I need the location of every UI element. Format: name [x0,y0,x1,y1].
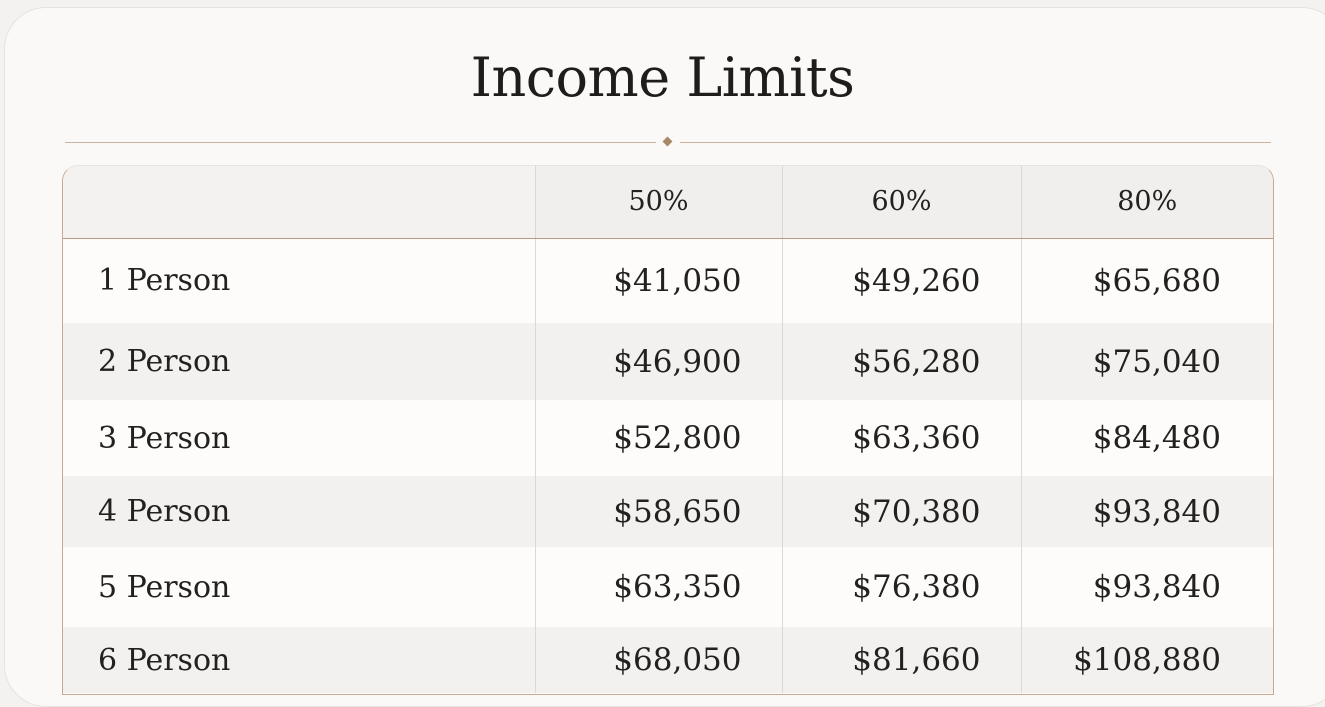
row-label: 1 Person [98,263,231,299]
row-label: 2 Person [98,344,231,379]
row-label: 4 Person [98,494,231,529]
cell-50-percent: $52,800 [535,400,782,476]
page-title: Income Limits [470,46,855,109]
cell-80-percent: $108,880 [1021,627,1273,693]
header-80-percent: 80% [1021,166,1273,238]
cell-80-percent: $75,040 [1021,323,1273,400]
income-limits-table-container [62,165,1274,695]
cell-80-percent: $65,680 [1021,238,1273,323]
cell-50-percent: $63,350 [535,547,782,627]
header-50-percent: 50% [535,166,782,238]
table-header [63,166,1273,238]
table-body [63,238,1273,693]
row-label: 3 Person [98,420,231,456]
cell-50-percent: $58,650 [535,476,782,547]
header-60-percent: 60% [782,166,1021,238]
table-row [63,238,1273,323]
cell-60-percent: $56,280 [782,323,1021,400]
table-row [63,400,1273,476]
cell-80-percent: $93,840 [1021,476,1273,547]
cell-50-percent: $46,900 [535,323,782,400]
row-label: 6 Person [98,642,231,678]
cell-50-percent: $68,050 [535,627,782,693]
cell-80-percent: $93,840 [1021,547,1273,627]
title-divider-right [680,142,1271,143]
table-row [63,476,1273,547]
cell-60-percent: $81,660 [782,627,1021,693]
header-household-size [63,166,535,238]
income-limits-table [63,166,1273,693]
cell-80-percent: $84,480 [1021,400,1273,476]
table-row [63,627,1273,693]
table-row [63,547,1273,627]
row-label: 5 Person [98,569,231,605]
table-row [63,323,1273,400]
cell-50-percent: $41,050 [535,238,782,323]
cell-60-percent: $76,380 [782,547,1021,627]
cell-60-percent: $63,360 [782,400,1021,476]
cell-60-percent: $49,260 [782,238,1021,323]
cell-60-percent: $70,380 [782,476,1021,547]
header-row [63,166,1273,238]
title-divider-left [65,142,656,143]
